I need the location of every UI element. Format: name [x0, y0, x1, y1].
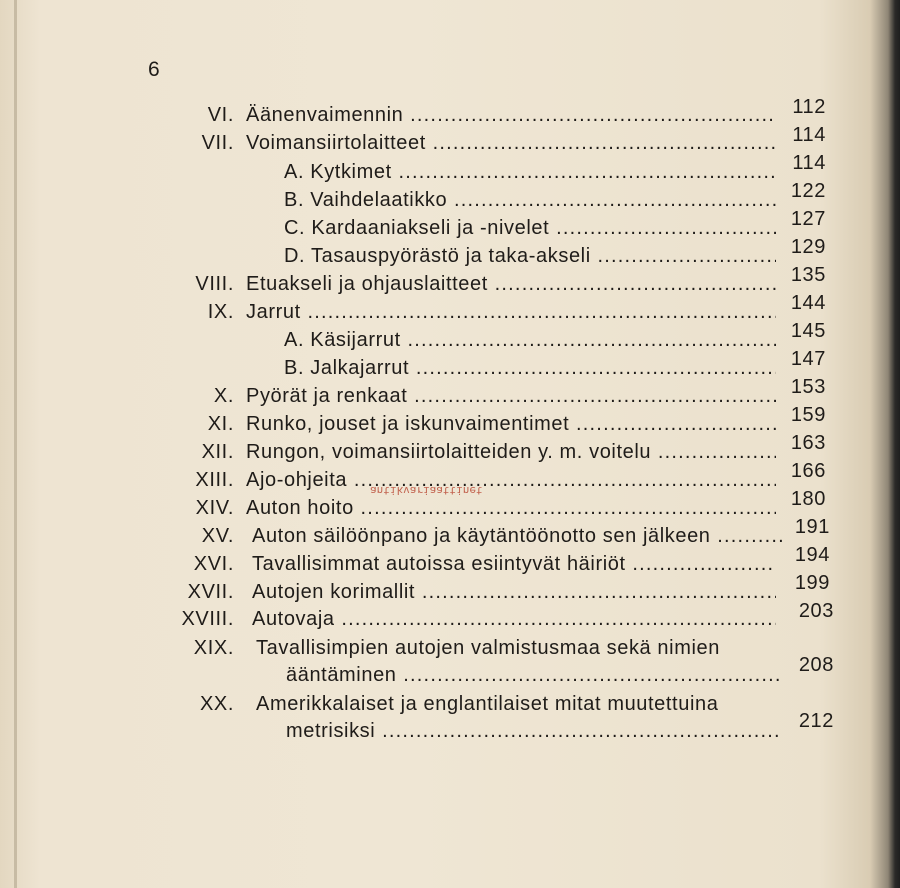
page-ref: 180: [790, 488, 826, 510]
page-ref: 145: [790, 320, 826, 342]
chapter-number: XIV.: [195, 497, 234, 519]
toc-entry: [0, 208, 900, 245]
chapter-title: Autovaja .....: [252, 608, 776, 631]
chapter-title: Äänenvaimennin .....: [246, 104, 776, 127]
watermark-stamp: antikvariaattinet: [370, 484, 483, 497]
chapter-number: XV.: [201, 525, 234, 547]
toc-entry: [0, 516, 900, 553]
toc-entry: [0, 654, 900, 692]
page-ref: 212: [798, 710, 834, 732]
page-ref: 147: [790, 348, 826, 370]
toc-entry: [0, 124, 900, 160]
chapter-number: XII.: [201, 441, 234, 463]
chapter-title: Amerikkalaiset ja englantilaiset mitat muutettuina: [256, 693, 719, 715]
chapter-title: Etuakseli ja ohjauslaitteet .....: [246, 273, 776, 296]
page-ref: 153: [790, 376, 826, 398]
chapter-title: Runko, jouset ja iskunvaimentimet .....: [246, 413, 776, 436]
toc-entry: [0, 96, 900, 132]
chapter-title-continued: metrisiksi .....: [286, 720, 780, 743]
page-ref: 114: [792, 152, 826, 174]
chapter-number: XVI.: [193, 553, 234, 575]
chapter-title: Jarrut .....: [246, 301, 776, 324]
page-ref: 166: [790, 460, 826, 482]
page-ref: 112: [792, 96, 826, 118]
toc-entry: [0, 236, 900, 273]
chapter-title: Autojen korimallit .....: [252, 581, 776, 604]
page-ref: 114: [792, 124, 826, 146]
chapter-number: XVIII.: [181, 608, 234, 630]
chapter-number: IX.: [207, 301, 234, 323]
page-ref: 203: [798, 600, 834, 622]
toc-entry: [0, 152, 900, 189]
chapter-title: Tavallisimpien autojen valmistusmaa sekä nimien: [256, 637, 720, 659]
chapter-number: VI.: [207, 104, 234, 126]
section-title: B. Vaihdelaatikko .....: [284, 189, 776, 212]
toc-entry: [0, 264, 900, 301]
toc-entry: [0, 404, 900, 441]
chapter-number: VIII.: [195, 273, 234, 295]
page-ref: 191: [794, 516, 830, 538]
page-ref: 208: [798, 654, 834, 676]
toc-entry: [0, 572, 900, 609]
chapter-number: XI.: [207, 413, 234, 435]
toc-entry: [0, 710, 900, 748]
page-ref: 159: [790, 404, 826, 426]
chapter-title: Rungon, voimansiirtolaitteiden y. m. voitelu .....: [246, 441, 776, 464]
chapter-title-continued: ääntäminen .....: [286, 664, 780, 687]
toc-entry: [0, 348, 900, 385]
toc-entry: [0, 292, 900, 329]
toc-entry: [0, 637, 900, 665]
toc-entry: [0, 432, 900, 469]
chapter-number: XVII.: [187, 581, 234, 603]
page-ref: 163: [790, 432, 826, 454]
page-ref: 144: [790, 292, 826, 314]
toc-entry: [0, 180, 900, 217]
chapter-title: Voimansiirtolaitteet .....: [246, 132, 776, 155]
chapter-title: Ajo-ohjeita .....: [246, 469, 776, 492]
section-title: B. Jalkajarrut .....: [284, 357, 776, 380]
toc-entry: [0, 544, 900, 581]
chapter-number: XX.: [199, 693, 234, 715]
toc-entry: [0, 693, 900, 721]
toc-entry: [0, 320, 900, 357]
page-ref: 127: [790, 208, 826, 230]
chapter-title: Tavallisimmat autoissa esiintyvät häiriöt .....: [252, 553, 776, 576]
chapter-number: X.: [213, 385, 234, 407]
page-ref: 199: [794, 572, 830, 594]
chapter-number: VII.: [201, 132, 234, 154]
page-ref: 135: [790, 264, 826, 286]
section-title: A. Kytkimet .....: [284, 161, 776, 184]
section-title: D. Tasauspyörästö ja taka-akseli .....: [284, 245, 776, 268]
section-title: C. Kardaaniakseli ja -nivelet .....: [284, 217, 776, 240]
page-ref: 194: [794, 544, 830, 566]
chapter-number: XIII.: [195, 469, 234, 491]
toc-entry: [0, 376, 900, 413]
page-number: 6: [148, 58, 160, 81]
page-ref: 122: [790, 180, 826, 202]
chapter-title: Auton säilöönpano ja käytäntöönotto sen jälkeen .....: [252, 525, 782, 548]
toc-entry: [0, 600, 900, 636]
page-ref: 129: [790, 236, 826, 258]
chapter-title: Auton hoito .....: [246, 497, 776, 520]
chapter-number: XIX.: [193, 637, 234, 659]
chapter-title: Pyörät ja renkaat .....: [246, 385, 776, 408]
section-title: A. Käsijarrut .....: [284, 329, 776, 352]
